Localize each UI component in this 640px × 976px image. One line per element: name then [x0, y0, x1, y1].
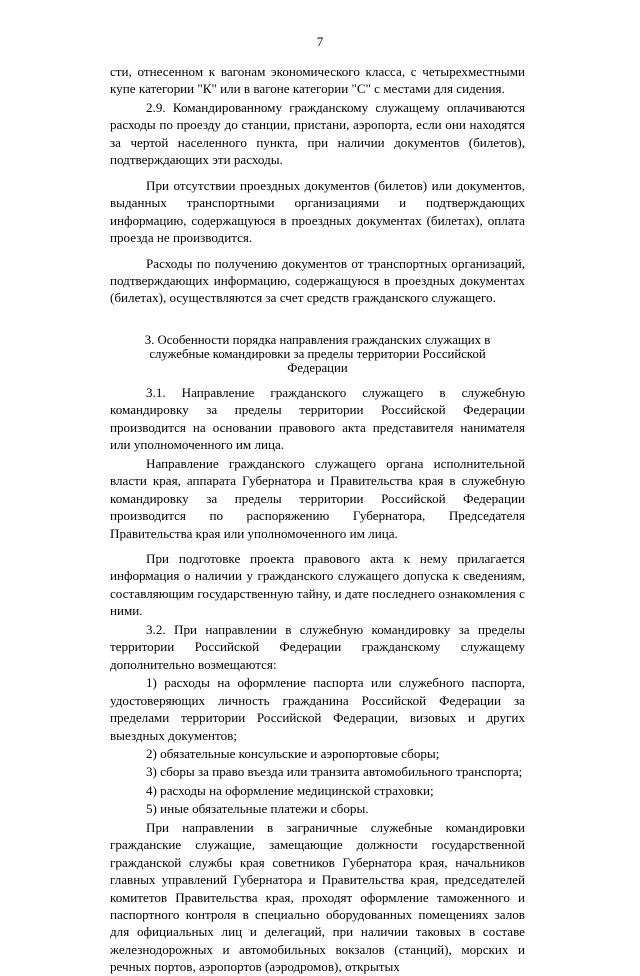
- list-item: 5) иные обязательные платежи и сборы.: [146, 801, 369, 817]
- paragraph: 3.2. При направлении в служебную командировку за пределы территории Российской Федерации гражданскому служащему дополнительно возмещаются:: [110, 621, 525, 672]
- paragraph: При направлении в заграничные служебные командировки гражданские служащие, замещающие должности государственной гражданской службы края советников Губернатора края, начальников главных управлений Губернатора и Правительства края, председателей комитетов Правительства края, проходят оформление таможенного и паспортного контроля в специально оборудованных помещениях залов для официальных лиц и делегаций, при наличии таковых в составе железнодорожных и автомобильных вокзалов (станций), морских и речных портов, аэропортов (аэродромов), открытых: [110, 819, 525, 975]
- paragraph: При подготовке проекта правового акта к нему прилагается информация о наличии у гражданского служащего допуска к сведениям, составляющим государственную тайну, и дате последнего ознакомления с ними.: [110, 550, 525, 619]
- page-number: 7: [316, 34, 324, 49]
- list-item: 1) расходы на оформление паспорта или служебного паспорта, удостоверяющих личность гражданина Российской Федерации за пределами территории Российской Федерации, визовых и других выездных документов;: [110, 675, 525, 743]
- paragraph: сти, отнесенном к вагонам экономического класса, с четырехместными купе категории "К" или в вагоне категории "С" с местами для сидения.: [110, 64, 525, 97]
- paragraph: Расходы по получению документов от транспортных организаций, подтверждающих информацию, содержащуюся в проездных документах (билетах), осуществляются за счет средств гражданского служащего.: [110, 255, 525, 306]
- document-body: [110, 63, 525, 976]
- paragraph: 2.9. Командированному гражданскому служащему оплачиваются расходы по проезду до станции, пристани, аэропорта, если они находятся за чертой населенного пункта, при наличии документов (билетов), подтверждающих эти расходы.: [110, 99, 525, 168]
- list-item: 3) сборы за право въезда или транзита автомобильного транспорта;: [146, 764, 523, 780]
- paragraph: 3.1. Направление гражданского служащего в служебную командировку за пределы территории Российской Федерации производится на основании правового акта представителя нанимателя или уполномоченного им лица.: [110, 384, 525, 453]
- paragraph: При отсутствии проездных документов (билетов) или документов, выданных транспортными организациями и подтверждающих информацию, содержащуюся в проездных документах (билетах), оплата проезда не производится.: [110, 177, 525, 246]
- list-item: 2) обязательные консульские и аэропортовые сборы;: [146, 745, 440, 761]
- list-item: 4) расходы на оформление медицинской страховки;: [146, 782, 434, 798]
- paragraph: Направление гражданского служащего органа исполнительной власти края, аппарата Губернатора и Правительства края в служебную командировку за пределы территории Российской Федерации производится по распоряжению Губернатора, Председателя Правительства края или уполномоченного им лица.: [110, 455, 525, 541]
- section-heading: 3. Особенности порядка направления гражданских служащих в служебные командировки за пределы территории Российской Федерации: [144, 332, 491, 375]
